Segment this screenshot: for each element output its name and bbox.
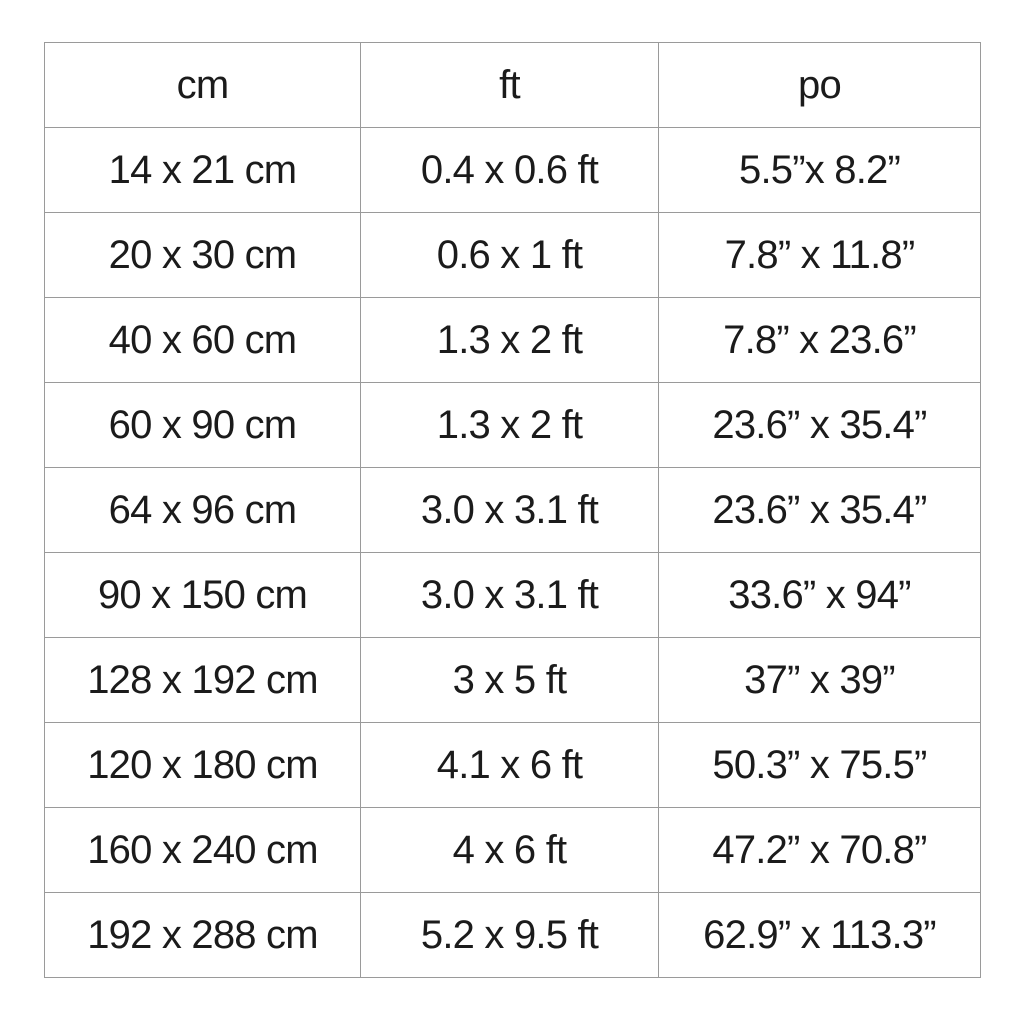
table-cell-cm: 120 x 180 cm — [45, 723, 361, 808]
table-row — [45, 468, 981, 553]
table-cell-cm: 128 x 192 cm — [45, 638, 361, 723]
table-body — [45, 128, 981, 978]
header-row — [45, 43, 981, 128]
table-cell-ft: 5.2 x 9.5 ft — [361, 893, 659, 978]
table-row — [45, 553, 981, 638]
table-header — [45, 43, 981, 128]
table-cell-cm: 64 x 96 cm — [45, 468, 361, 553]
table-cell-ft: 3.0 x 3.1 ft — [361, 553, 659, 638]
table-cell-cm: 60 x 90 cm — [45, 383, 361, 468]
table-cell-cm: 14 x 21 cm — [45, 128, 361, 213]
table-cell-po: 47.2” x 70.8” — [659, 808, 981, 893]
table-cell-po: 5.5”x 8.2” — [659, 128, 981, 213]
table-cell-cm: 192 x 288 cm — [45, 893, 361, 978]
table-cell-ft: 4 x 6 ft — [361, 808, 659, 893]
table-cell-cm: 160 x 240 cm — [45, 808, 361, 893]
table-cell-ft: 1.3 x 2 ft — [361, 383, 659, 468]
column-header-cm: cm — [45, 43, 361, 128]
table-cell-cm: 40 x 60 cm — [45, 298, 361, 383]
table-cell-ft: 0.4 x 0.6 ft — [361, 128, 659, 213]
table-cell-po: 50.3” x 75.5” — [659, 723, 981, 808]
table-cell-ft: 3.0 x 3.1 ft — [361, 468, 659, 553]
table-cell-po: 33.6” x 94” — [659, 553, 981, 638]
table-row — [45, 723, 981, 808]
table-cell-ft: 3 x 5 ft — [361, 638, 659, 723]
size-table-container — [44, 42, 981, 978]
table-row — [45, 128, 981, 213]
table-cell-ft: 4.1 x 6 ft — [361, 723, 659, 808]
table-row — [45, 298, 981, 383]
table-cell-po: 7.8” x 11.8” — [659, 213, 981, 298]
table-cell-po: 23.6” x 35.4” — [659, 383, 981, 468]
table-row — [45, 213, 981, 298]
size-conversion-table — [44, 42, 981, 978]
table-row — [45, 893, 981, 978]
table-row — [45, 808, 981, 893]
table-cell-ft: 1.3 x 2 ft — [361, 298, 659, 383]
table-cell-po: 37” x 39” — [659, 638, 981, 723]
table-cell-po: 62.9” x 113.3” — [659, 893, 981, 978]
column-header-ft: ft — [361, 43, 659, 128]
table-cell-cm: 20 x 30 cm — [45, 213, 361, 298]
table-row — [45, 638, 981, 723]
table-cell-ft: 0.6 x 1 ft — [361, 213, 659, 298]
table-cell-cm: 90 x 150 cm — [45, 553, 361, 638]
table-cell-po: 23.6” x 35.4” — [659, 468, 981, 553]
column-header-po: po — [659, 43, 981, 128]
table-cell-po: 7.8” x 23.6” — [659, 298, 981, 383]
table-row — [45, 383, 981, 468]
